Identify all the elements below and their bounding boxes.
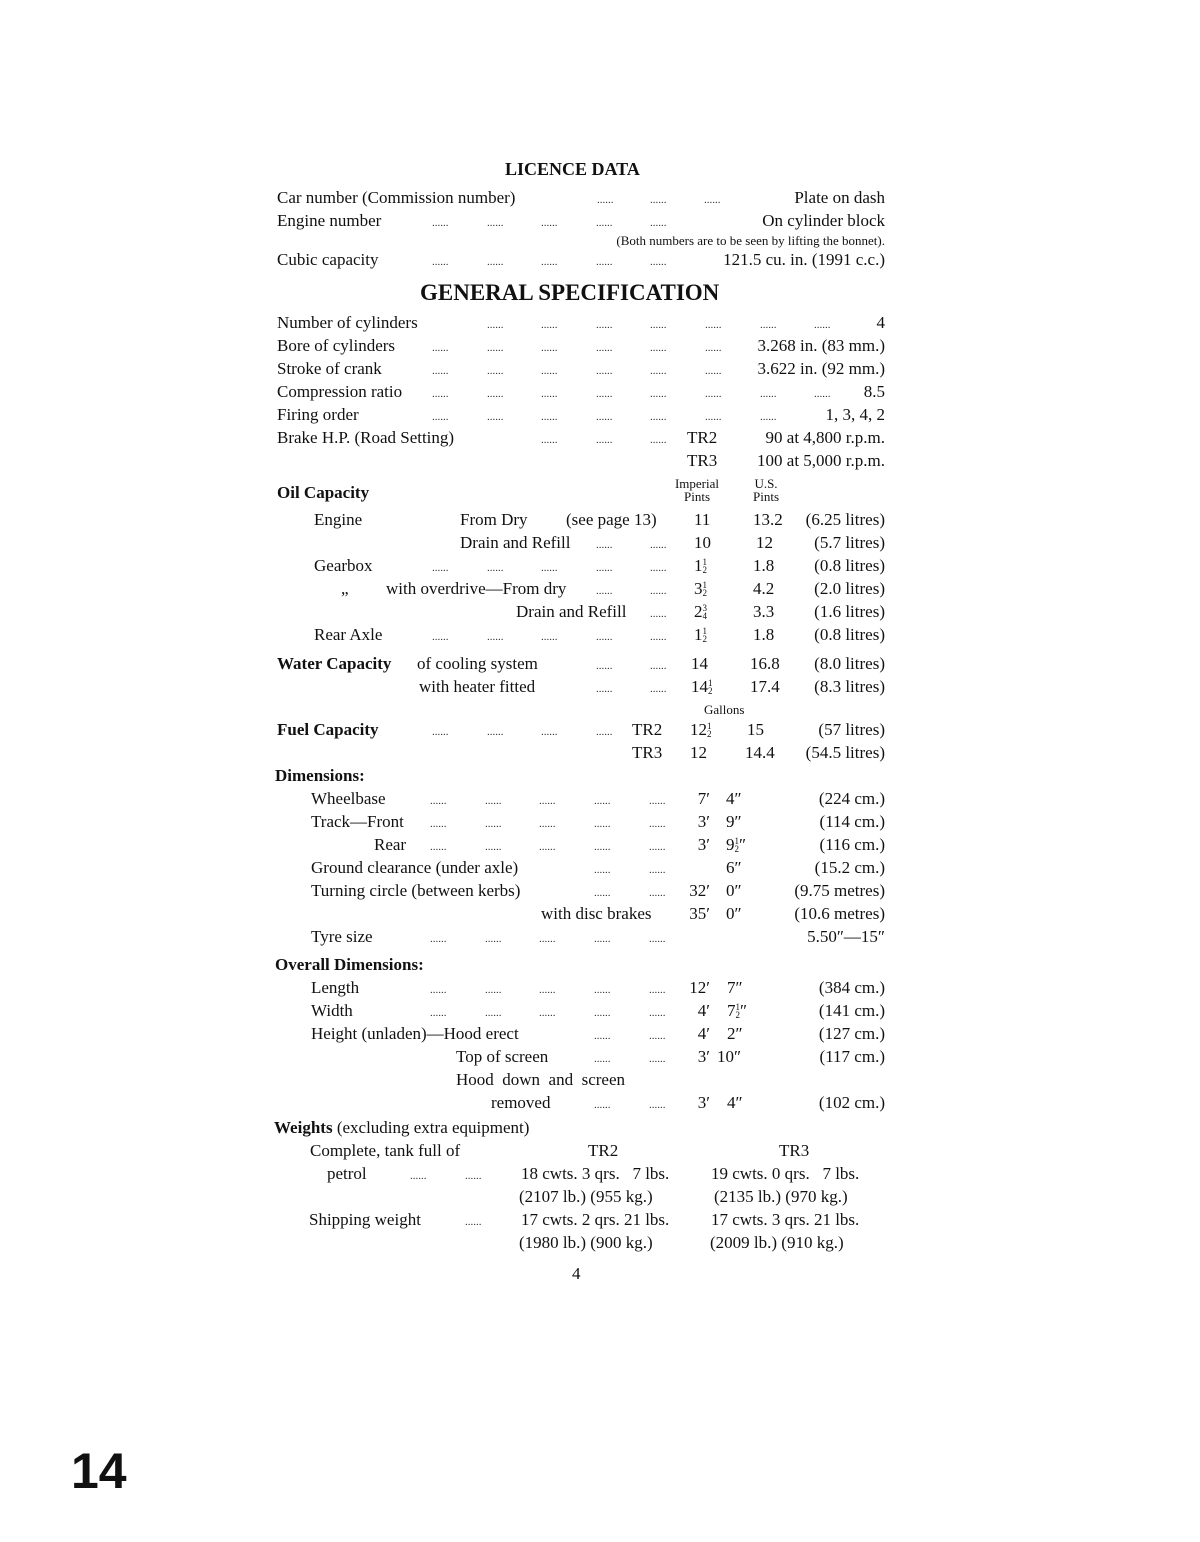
bhp-label: Brake H.P. (Road Setting) — [277, 428, 455, 447]
fuel-tr2-model: TR2 — [632, 720, 663, 739]
col-us: U.S. — [754, 476, 778, 491]
leader-dots: ...... — [539, 933, 556, 945]
leader-dots: ...... — [596, 434, 613, 446]
leader-dots: ...... — [430, 841, 447, 853]
cubic-capacity-value: 121.5 cu. in. (1991 c.c.) — [723, 250, 885, 269]
weights-tr2-header: TR2 — [588, 1141, 619, 1160]
leader-dots: ...... — [487, 256, 504, 268]
leader-dots: ...... — [539, 984, 556, 996]
oil-value: 1 1 2 — [694, 556, 707, 575]
leader-dots: ...... — [487, 388, 504, 400]
leader-dots: ...... — [487, 342, 504, 354]
leader-dots: ...... — [541, 411, 558, 423]
overall-metric: (384 cm.) — [818, 978, 885, 997]
licence-note: (Both numbers are to be seen by lifting the bonnet). — [616, 233, 885, 248]
oil-value: (6.25 litres) — [805, 510, 885, 529]
ditto-mark: „ — [341, 579, 349, 598]
leader-dots: ...... — [594, 1053, 611, 1065]
half-fraction: 1 2 — [702, 557, 707, 575]
leader-dots: ...... — [705, 319, 722, 331]
water-value: (8.0 litres) — [814, 654, 885, 673]
leader-dots: ...... — [432, 411, 449, 423]
leader-dots: ...... — [541, 562, 558, 574]
overall-inches: 2″ — [727, 1024, 743, 1043]
dim-label: Rear — [374, 835, 407, 854]
oil-engine-label: Engine — [314, 510, 363, 529]
cubic-capacity-label: Cubic capacity — [277, 250, 379, 269]
leader-dots: ...... — [704, 194, 721, 206]
half-fraction: 1 2 — [702, 580, 707, 598]
oil-value: 4.2 — [753, 579, 775, 598]
leader-dots: ...... — [649, 1053, 666, 1065]
leader-dots: ...... — [465, 1216, 482, 1228]
leader-dots: ...... — [432, 256, 449, 268]
leader-dots: ...... — [487, 365, 504, 377]
leader-dots: ...... — [432, 388, 449, 400]
leader-dots: ...... — [596, 631, 613, 643]
overall-label: Length — [311, 978, 360, 997]
dim-feet: 3′ — [697, 835, 710, 854]
fuel-capacity-title: Fuel Capacity — [277, 720, 379, 739]
weights-petrol-label: petrol — [327, 1164, 367, 1183]
leader-dots: ...... — [432, 365, 449, 377]
leader-dots: ...... — [705, 365, 722, 377]
fuel-value: 15 — [747, 720, 764, 739]
water-value: 16.8 — [750, 654, 780, 673]
leader-dots: ...... — [410, 1170, 427, 1182]
leader-dots: ...... — [649, 864, 666, 876]
leader-dots: ...... — [487, 217, 504, 229]
overall-feet: 3′ — [697, 1047, 710, 1066]
leader-dots: ...... — [650, 631, 667, 643]
leader-dots: ...... — [485, 795, 502, 807]
leader-dots: ...... — [814, 319, 831, 331]
leader-dots: ...... — [596, 342, 613, 354]
half-fraction: 1 2 — [702, 626, 707, 644]
leader-dots: ...... — [814, 388, 831, 400]
water-capacity-title: Water Capacity — [277, 654, 392, 673]
overall-feet: 12′ — [689, 978, 710, 997]
leader-dots: ...... — [596, 683, 613, 695]
weight-value: 18 cwts. 3 qrs. 7 lbs. — [521, 1164, 670, 1183]
water-value: 17.4 — [750, 677, 780, 696]
col-imperial: Imperial — [674, 476, 720, 491]
fuel-value: (57 litres) — [818, 720, 885, 739]
car-number-label: Car number (Commission number) — [277, 188, 516, 207]
overall-inches: 10″ — [717, 1047, 742, 1066]
leader-dots: ...... — [650, 319, 667, 331]
leader-dots: ...... — [596, 726, 613, 738]
leader-dots: ...... — [650, 411, 667, 423]
half-fraction: 1 2 — [708, 678, 713, 696]
overall-inches: 7″ — [727, 978, 743, 997]
overall-inches: 7 1 2 ″ — [727, 1001, 748, 1020]
spec-label: Number of cylinders — [277, 313, 418, 332]
leader-dots: ...... — [430, 1007, 447, 1019]
leader-dots: ...... — [541, 365, 558, 377]
overall-feet: 4′ — [697, 1024, 710, 1043]
oil-overdrive-label: with overdrive—From dry — [386, 579, 567, 598]
spec-label: Firing order — [277, 405, 359, 424]
half-fraction: 1 2 — [735, 1002, 740, 1020]
oil-value: 3 1 2 — [694, 579, 707, 598]
overall-inches: 4″ — [727, 1093, 743, 1112]
leader-dots: ...... — [487, 726, 504, 738]
leader-dots: ...... — [649, 933, 666, 945]
leader-dots: ...... — [594, 933, 611, 945]
oil-value: 1.8 — [753, 556, 775, 575]
leader-dots: ...... — [432, 217, 449, 229]
leader-dots: ...... — [541, 631, 558, 643]
leader-dots: ...... — [596, 585, 613, 597]
weights-subtitle: (excluding extra equipment) — [336, 1118, 530, 1137]
overall-label: Width — [311, 1001, 353, 1020]
leader-dots: ...... — [596, 217, 613, 229]
weight-value: 19 cwts. 0 qrs. 7 lbs. — [711, 1164, 860, 1183]
dim-feet: 35′ — [689, 904, 710, 923]
leader-dots: ...... — [541, 726, 558, 738]
spec-value: 3.268 in. (83 mm.) — [757, 336, 885, 355]
oil-value: 3.3 — [753, 602, 775, 621]
dim-metric: (224 cm.) — [818, 789, 885, 808]
dim-inches: 0″ — [726, 904, 742, 923]
leader-dots: ...... — [594, 1030, 611, 1042]
oil-see-page: (see page 13) — [566, 510, 657, 529]
weights-tr3-header: TR3 — [779, 1141, 810, 1160]
fuel-value: 12 1 2 — [690, 720, 712, 739]
oil-value: (1.6 litres) — [814, 602, 885, 621]
leader-dots: ...... — [432, 726, 449, 738]
weight-value: (2135 lb.) (970 kg.) — [714, 1187, 848, 1206]
dim-label: Tyre size — [311, 927, 373, 946]
spec-value: 1, 3, 4, 2 — [825, 405, 885, 424]
weights-heading — [274, 1118, 529, 1138]
dim-inches: 6″ — [726, 858, 742, 877]
leader-dots: ...... — [596, 388, 613, 400]
fuel-value: (54.5 litres) — [805, 743, 885, 762]
leader-dots: ...... — [594, 841, 611, 853]
sheet-number: 14 — [71, 1443, 127, 1499]
spec-value: 3.622 in. (92 mm.) — [757, 359, 885, 378]
oil-value: (5.7 litres) — [814, 533, 885, 552]
leader-dots: ...... — [430, 795, 447, 807]
leader-dots: ...... — [432, 562, 449, 574]
leader-dots: ...... — [596, 256, 613, 268]
leader-dots: ...... — [430, 818, 447, 830]
gallons-header: Gallons — [704, 702, 745, 717]
overall-dimensions-title: Overall Dimensions: — [275, 955, 424, 974]
dim-label: Ground clearance (under axle) — [311, 858, 519, 877]
leader-dots: ...... — [649, 1007, 666, 1019]
leader-dots: ...... — [650, 562, 667, 574]
weight-value: (1980 lb.) (900 kg.) — [519, 1233, 653, 1252]
overall-feet: 3′ — [697, 1093, 710, 1112]
leader-dots: ...... — [649, 1030, 666, 1042]
leader-dots: ...... — [650, 256, 667, 268]
weight-value: 17 cwts. 2 qrs. 21 lbs. — [521, 1210, 670, 1229]
leader-dots: ...... — [430, 933, 447, 945]
leader-dots: ...... — [596, 319, 613, 331]
overall-metric: (117 cm.) — [819, 1047, 885, 1066]
leader-dots: ...... — [485, 933, 502, 945]
overall-label: Top of screen — [456, 1047, 549, 1066]
fuel-value: 12 — [690, 743, 707, 762]
tyre-size-value: 5.50″—15″ — [807, 927, 885, 946]
spec-label: Compression ratio — [277, 382, 403, 401]
engine-number-value: On cylinder block — [762, 211, 885, 230]
weights-shipping-label: Shipping weight — [309, 1210, 421, 1229]
leader-dots: ...... — [649, 1099, 666, 1111]
leader-dots: ...... — [650, 585, 667, 597]
oil-value: 1.8 — [753, 625, 775, 644]
dim-metric: (15.2 cm.) — [814, 858, 885, 877]
half-fraction: 1 2 — [707, 721, 712, 739]
dim-metric: (116 cm.) — [819, 835, 885, 854]
dim-metric: (10.6 metres) — [794, 904, 885, 923]
overall-metric: (127 cm.) — [818, 1024, 885, 1043]
weight-value: (2107 lb.) (955 kg.) — [519, 1187, 653, 1206]
leader-dots: ...... — [650, 683, 667, 695]
leader-dots: ...... — [597, 194, 614, 206]
leader-dots: ...... — [650, 194, 667, 206]
leader-dots: ...... — [541, 342, 558, 354]
leader-dots: ...... — [649, 818, 666, 830]
licence-title: LICENCE DATA — [505, 159, 640, 179]
leader-dots: ...... — [539, 1007, 556, 1019]
leader-dots: ...... — [596, 660, 613, 672]
leader-dots: ...... — [594, 984, 611, 996]
leader-dots: ...... — [485, 1007, 502, 1019]
leader-dots: ...... — [539, 795, 556, 807]
leader-dots: ...... — [596, 365, 613, 377]
oil-overdrive-drain: Drain and Refill — [516, 602, 627, 621]
leader-dots: ...... — [650, 539, 667, 551]
leader-dots: ...... — [760, 411, 777, 423]
dim-feet: 32′ — [689, 881, 710, 900]
dim-inches: 4″ — [726, 789, 742, 808]
leader-dots: ...... — [650, 342, 667, 354]
engine-number-label: Engine number — [277, 211, 382, 230]
leader-dots: ...... — [541, 256, 558, 268]
oil-value: (0.8 litres) — [814, 556, 885, 575]
overall-label: Hood down and screen — [456, 1070, 626, 1089]
weight-value: 17 cwts. 3 qrs. 21 lbs. — [711, 1210, 860, 1229]
leader-dots: ...... — [541, 388, 558, 400]
oil-value: 2 3 4 — [694, 602, 707, 621]
leader-dots: ...... — [485, 984, 502, 996]
leader-dots: ...... — [539, 818, 556, 830]
leader-dots: ...... — [430, 984, 447, 996]
dim-feet: 7′ — [697, 789, 710, 808]
leader-dots: ...... — [650, 388, 667, 400]
dim-label: Turning circle (between kerbs) — [311, 881, 521, 900]
overall-metric: (102 cm.) — [818, 1093, 885, 1112]
leader-dots: ...... — [594, 864, 611, 876]
car-number-value: Plate on dash — [794, 188, 885, 207]
oil-value: 13.2 — [753, 510, 783, 529]
leader-dots: ...... — [650, 608, 667, 620]
leader-dots: ...... — [485, 841, 502, 853]
bhp-tr2-value: 90 at 4,800 r.p.m. — [765, 428, 885, 447]
overall-feet: 4′ — [697, 1001, 710, 1020]
col-us-pints: Pints — [752, 489, 779, 504]
dim-label: Track—Front — [311, 812, 404, 831]
oil-value: (2.0 litres) — [814, 579, 885, 598]
leader-dots: ...... — [539, 841, 556, 853]
leader-dots: ...... — [596, 539, 613, 551]
dim-metric: (114 cm.) — [819, 812, 885, 831]
leader-dots: ...... — [487, 411, 504, 423]
general-spec-title: GENERAL SPECIFICATION — [420, 280, 720, 305]
leader-dots: ...... — [487, 319, 504, 331]
leader-dots: ...... — [485, 818, 502, 830]
dimensions-title: Dimensions: — [275, 766, 365, 785]
water-row-label: with heater fitted — [419, 677, 536, 696]
dim-inches: 0″ — [726, 881, 742, 900]
dim-inches: 9 1 2 ″ — [726, 835, 747, 854]
dim-inches: 9″ — [726, 812, 742, 831]
spec-label: Stroke of crank — [277, 359, 382, 378]
leader-dots: ...... — [465, 1170, 482, 1182]
leader-dots: ...... — [649, 795, 666, 807]
oil-value: 1 1 2 — [694, 625, 707, 644]
oil-value: (0.8 litres) — [814, 625, 885, 644]
leader-dots: ...... — [705, 411, 722, 423]
leader-dots: ...... — [487, 631, 504, 643]
leader-dots: ...... — [541, 217, 558, 229]
water-value: (8.3 litres) — [814, 677, 885, 696]
leader-dots: ...... — [760, 319, 777, 331]
leader-dots: ...... — [650, 217, 667, 229]
leader-dots: ...... — [649, 984, 666, 996]
bhp-tr2-model: TR2 — [687, 428, 718, 447]
fuel-tr3-model: TR3 — [632, 743, 663, 762]
leader-dots: ...... — [650, 660, 667, 672]
leader-dots: ...... — [596, 562, 613, 574]
oil-value: 11 — [694, 510, 711, 529]
weights-title: Weights — [274, 1118, 333, 1137]
leader-dots: ...... — [650, 434, 667, 446]
leader-dots: ...... — [705, 388, 722, 400]
three-quarter-fraction: 3 4 — [702, 603, 707, 621]
oil-from-dry: From Dry — [460, 510, 528, 529]
water-value: 14 1 2 — [691, 677, 713, 696]
overall-label: Height (unladen)—Hood erect — [311, 1024, 519, 1043]
water-value: 14 — [691, 654, 708, 673]
leader-dots: ...... — [649, 887, 666, 899]
leader-dots: ...... — [705, 342, 722, 354]
oil-gearbox-label: Gearbox — [314, 556, 373, 575]
dim-label: with disc brakes — [541, 904, 652, 923]
oil-value: 12 — [756, 533, 773, 552]
spec-label: Bore of cylinders — [277, 336, 396, 355]
leader-dots: ...... — [594, 887, 611, 899]
dim-feet: 3′ — [697, 812, 710, 831]
leader-dots: ...... — [594, 1099, 611, 1111]
leader-dots: ...... — [649, 841, 666, 853]
leader-dots: ...... — [594, 818, 611, 830]
oil-drain-refill: Drain and Refill — [460, 533, 571, 552]
leader-dots: ...... — [432, 342, 449, 354]
weight-value: (2009 lb.) (910 kg.) — [710, 1233, 844, 1252]
weights-complete-label: Complete, tank full of — [310, 1141, 461, 1160]
leader-dots: ...... — [487, 562, 504, 574]
oil-capacity-title: Oil Capacity — [277, 483, 370, 502]
spec-value: 8.5 — [863, 382, 885, 401]
leader-dots: ...... — [596, 411, 613, 423]
leader-dots: ...... — [594, 1007, 611, 1019]
overall-label: removed — [491, 1093, 551, 1112]
dim-metric: (9.75 metres) — [794, 881, 885, 900]
leader-dots: ...... — [541, 434, 558, 446]
leader-dots: ...... — [594, 795, 611, 807]
water-row-label: of cooling system — [417, 654, 538, 673]
spec-value: 4 — [876, 313, 885, 332]
fuel-value: 14.4 — [745, 743, 775, 762]
bhp-tr3-model: TR3 — [687, 451, 718, 470]
bhp-tr3-value: 100 at 5,000 r.p.m. — [757, 451, 885, 470]
leader-dots: ...... — [541, 319, 558, 331]
page-number: 4 — [572, 1264, 581, 1283]
half-fraction: 1 2 — [734, 836, 739, 854]
leader-dots: ...... — [760, 388, 777, 400]
leader-dots: ...... — [432, 631, 449, 643]
overall-metric: (141 cm.) — [818, 1001, 885, 1020]
dim-label: Wheelbase — [311, 789, 386, 808]
oil-value: 10 — [694, 533, 711, 552]
leader-dots: ...... — [650, 365, 667, 377]
oil-rear-axle-label: Rear Axle — [314, 625, 383, 644]
col-imperial-pints: Pints — [683, 489, 710, 504]
